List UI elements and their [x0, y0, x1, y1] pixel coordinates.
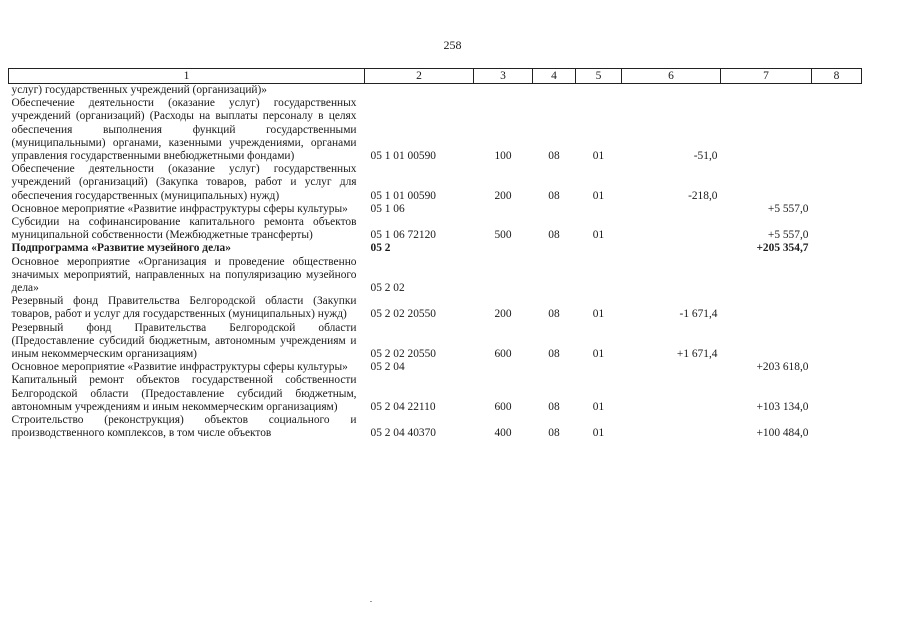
row-amount-col6: [622, 361, 721, 374]
row-expense-type: 500: [494, 229, 512, 242]
table-row: [9, 163, 862, 203]
row-code: 05 1 06 72120: [370, 229, 436, 242]
row-section: [533, 203, 576, 216]
row-code: 05 2: [370, 242, 391, 255]
row-subsection: 01: [592, 189, 605, 202]
row-expense-type: [474, 203, 533, 216]
table-row: [9, 361, 862, 374]
row-code: 05 2 04 40370: [370, 427, 436, 440]
row-section: 08: [548, 308, 560, 321]
row-description: Основное мероприятие «Развитие инфраструктуры сферы культуры»: [11, 361, 348, 374]
row-description: Обеспечение деятельности (оказание услуг) государственных учреждений (организаций) (Расходы на выплаты персоналу в целях обеспечения выполнения функций государственными (муниципальными) органами, казенными учреждениями, органами управления государственными внебюджетными фондами): [11, 97, 357, 163]
row-subsection: [576, 256, 622, 296]
column-header-2: 2: [365, 69, 474, 84]
column-header-7: 7: [721, 69, 812, 84]
row-amount-col6: -218,0: [688, 189, 718, 202]
table-body: [9, 84, 862, 441]
row-amount-col6: +1 671,4: [676, 348, 718, 361]
column-header-5: 5: [576, 69, 622, 84]
row-amount-col8: [812, 374, 862, 414]
row-code: 05 2 02 20550: [370, 348, 436, 361]
row-section: [533, 84, 576, 98]
row-expense-type: 100: [494, 150, 512, 163]
row-subsection: [576, 242, 622, 255]
table-row: [9, 84, 862, 98]
row-section: 08: [548, 427, 560, 440]
row-amount-col7: +100 484,0: [756, 427, 809, 440]
page-number: 258: [443, 38, 462, 52]
row-amount-col6: [622, 414, 721, 440]
table-row: [9, 242, 862, 255]
row-code: 05 1 01 00590: [370, 189, 436, 202]
row-expense-type: [474, 256, 533, 296]
row-amount-col7: +103 134,0: [756, 400, 809, 413]
row-expense-type: 200: [494, 308, 512, 321]
row-amount-col6: [622, 84, 721, 98]
row-section: 08: [548, 348, 560, 361]
row-amount-col8: [812, 256, 862, 296]
row-amount-col6: [622, 242, 721, 255]
table-row: [9, 256, 862, 296]
table-row: [9, 322, 862, 362]
row-amount-col6: -51,0: [693, 150, 718, 163]
column-header-8: 8: [812, 69, 862, 84]
row-code: 05 2 04: [370, 361, 405, 374]
row-amount-col8: [812, 414, 862, 440]
row-amount-col7: +205 354,7: [756, 242, 809, 255]
row-amount-col8: [812, 84, 862, 98]
row-amount-col8: [812, 203, 862, 216]
row-amount-col7: [721, 256, 812, 296]
row-code: 05 2 02: [370, 282, 405, 295]
row-code: 05 1 01 00590: [370, 150, 436, 163]
row-section: [533, 361, 576, 374]
row-section: 08: [548, 189, 560, 202]
row-description: услуг) государственных учреждений (организаций)»: [11, 84, 267, 96]
row-subsection: 01: [592, 427, 605, 440]
table-row: [9, 97, 862, 163]
row-expense-type: [474, 242, 533, 255]
row-description: Подпрограмма «Развитие музейного дела»: [11, 242, 231, 255]
row-amount-col7: [721, 163, 812, 203]
row-description: Субсидии на софинансирование капитального ремонта объектов муниципальной собственности (Межбюджетные трансферты): [11, 216, 357, 242]
row-description: Основное мероприятие «Развитие инфраструктуры сферы культуры»: [11, 202, 348, 215]
row-subsection: 01: [592, 150, 605, 163]
row-amount-col7: +5 557,0: [767, 202, 809, 215]
table-header-row: [9, 69, 862, 84]
row-subsection: 01: [592, 400, 605, 413]
row-amount-col8: [812, 216, 862, 242]
row-amount-col7: +203 618,0: [756, 361, 809, 374]
row-subsection: 01: [592, 308, 605, 321]
row-code: 05 1 06: [370, 202, 405, 215]
row-code: 05 2 04 22110: [370, 400, 436, 413]
row-subsection: [576, 203, 622, 216]
row-amount-col6: [622, 256, 721, 296]
row-section: 08: [548, 150, 560, 163]
row-description: Основное мероприятие «Организация и проведение общественно значимых мероприятий, направленных на популяризацию музейного дела»: [11, 255, 357, 295]
row-amount-col6: -1 671,4: [679, 308, 718, 321]
table-row: [9, 414, 862, 440]
row-description: Строительство (реконструкция) объектов социального и производственного комплексов, в том числе объектов: [11, 414, 357, 440]
row-description: Обеспечение деятельности (оказание услуг) государственных учреждений (организаций) (Закупка товаров, работ и услуг для обеспечения государственных (муниципальных) нужд): [11, 163, 357, 202]
row-subsection: [576, 361, 622, 374]
row-amount-col8: [812, 295, 862, 321]
row-code: [365, 84, 474, 98]
row-amount-col8: [812, 97, 862, 163]
table-row: [9, 374, 862, 414]
row-subsection: [576, 84, 622, 98]
row-amount-col8: [812, 163, 862, 203]
scan-artifact: [370, 601, 372, 602]
table-row: [9, 295, 862, 321]
row-subsection: 01: [592, 348, 605, 361]
row-description: Резервный фонд Правительства Белгородской области (Закупки товаров, работ и услуг для государственных (муниципальных) нужд): [11, 295, 357, 321]
row-section: [533, 256, 576, 296]
table-row: [9, 203, 862, 216]
column-header-1: 1: [9, 69, 365, 84]
row-description: Капитальный ремонт объектов государственной собственности Белгородской области (Предоставление субсидий бюджетным, автономным учреждениям и иным некоммерческим организациям): [11, 374, 357, 413]
budget-table: [8, 68, 862, 440]
column-header-6: 6: [622, 69, 721, 84]
row-amount-col6: [622, 203, 721, 216]
row-expense-type: 600: [494, 348, 512, 361]
row-amount-col6: [622, 216, 721, 242]
row-amount-col8: [812, 361, 862, 374]
row-expense-type: [474, 361, 533, 374]
row-amount-col7: [721, 295, 812, 321]
row-amount-col8: [812, 242, 862, 255]
row-expense-type: 600: [494, 400, 512, 413]
row-description: Резервный фонд Правительства Белгородской области (Предоставление субсидий бюджетным, автономным учреждениям и иным некоммерческим организациям): [11, 321, 357, 361]
table-row: [9, 216, 862, 242]
row-amount-col7: [721, 322, 812, 362]
column-header-3: 3: [474, 69, 533, 84]
row-amount-col6: [622, 374, 721, 414]
row-code: 05 2 02 20550: [370, 308, 436, 321]
row-section: 08: [548, 229, 560, 242]
row-amount-col7: [721, 97, 812, 163]
column-header-4: 4: [533, 69, 576, 84]
row-subsection: 01: [592, 229, 605, 242]
row-expense-type: [474, 84, 533, 98]
row-amount-col7: +5 557,0: [767, 229, 809, 242]
row-amount-col8: [812, 322, 862, 362]
row-expense-type: 200: [494, 189, 512, 202]
row-section: [533, 242, 576, 255]
row-amount-col7: [721, 84, 812, 98]
row-expense-type: 400: [494, 427, 512, 440]
row-section: 08: [548, 400, 560, 413]
